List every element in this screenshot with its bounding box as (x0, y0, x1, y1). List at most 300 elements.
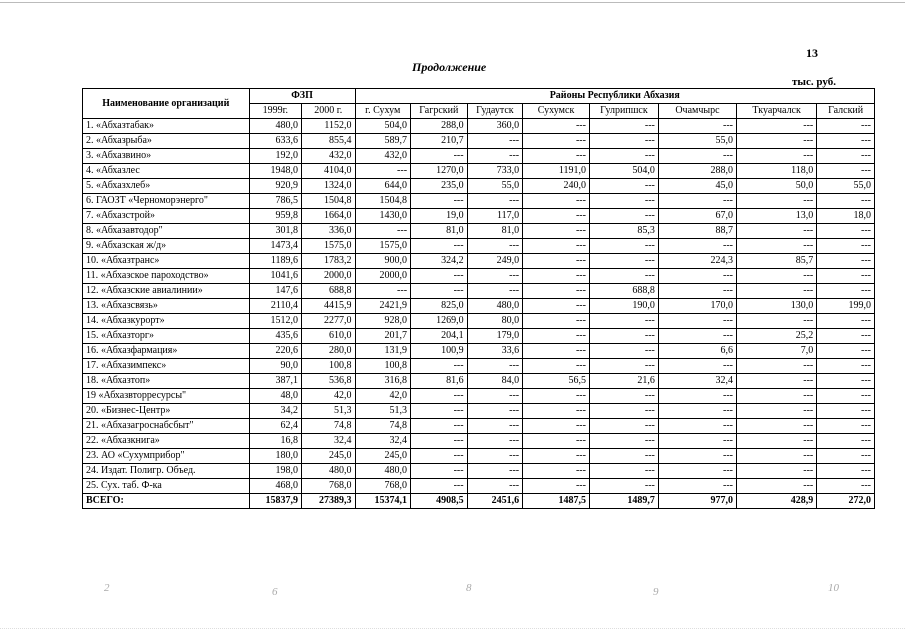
district-value-cell: --- (817, 239, 875, 254)
table-row (83, 479, 875, 494)
district-value-cell: 55,0 (658, 134, 736, 149)
district-header: Гудаутск (467, 104, 523, 119)
org-name-cell: 3. «Абхазвино» (83, 149, 250, 164)
district-value-cell: --- (658, 419, 736, 434)
district-value-cell: --- (658, 269, 736, 284)
district-value-cell: --- (737, 269, 817, 284)
district-value-cell: --- (817, 479, 875, 494)
district-header: Гагрский (411, 104, 468, 119)
district-value-cell: --- (523, 269, 590, 284)
fzp-1999-cell: 192,0 (249, 149, 301, 164)
district-header: Очамчырс (658, 104, 736, 119)
district-value-cell: --- (411, 404, 468, 419)
table-row (83, 269, 875, 284)
district-value-cell: 1575,0 (355, 239, 411, 254)
district-value-cell: --- (658, 119, 736, 134)
district-value-cell: --- (737, 314, 817, 329)
district-value-cell: --- (523, 434, 590, 449)
fzp-1999-cell: 16,8 (249, 434, 301, 449)
org-name-cell: 6. ГАОЗТ «Черноморэнерго" (83, 194, 250, 209)
table-row (83, 239, 875, 254)
district-value-cell: 1191,0 (523, 164, 590, 179)
district-value-cell: 768,0 (355, 479, 411, 494)
district-value-cell: 900,0 (355, 254, 411, 269)
district-value-cell: 84,0 (467, 374, 523, 389)
district-value-cell: --- (589, 434, 658, 449)
fzp-1999-cell: 1473,4 (249, 239, 301, 254)
district-value-cell: --- (658, 149, 736, 164)
district-value-cell: --- (817, 254, 875, 269)
total-row (83, 494, 875, 509)
org-name-cell: 19 «Абхазвторресурсы" (83, 389, 250, 404)
district-value-cell: --- (467, 359, 523, 374)
header-row-main (83, 89, 875, 104)
district-value-cell: 316,8 (355, 374, 411, 389)
district-value-cell: --- (658, 284, 736, 299)
district-value-cell: 45,0 (658, 179, 736, 194)
district-value-cell: --- (589, 359, 658, 374)
fzp-2000-cell: 336,0 (302, 224, 355, 239)
district-value-cell: --- (523, 314, 590, 329)
org-name-cell: 4. «Абхазлес (83, 164, 250, 179)
district-value-cell: --- (658, 479, 736, 494)
top-edge-line (0, 2, 905, 3)
district-value-cell: --- (467, 149, 523, 164)
org-column-header: Наименование организаций (83, 89, 250, 119)
fzp-1999-cell: 633,6 (249, 134, 301, 149)
district-value-cell: --- (817, 359, 875, 374)
district-value-cell: --- (467, 434, 523, 449)
table-row (83, 359, 875, 374)
district-value-cell: --- (523, 284, 590, 299)
district-value-cell: --- (817, 119, 875, 134)
table-row (83, 284, 875, 299)
district-value-cell: --- (817, 374, 875, 389)
district-value-cell: 204,1 (411, 329, 468, 344)
district-value-cell: --- (658, 434, 736, 449)
table-row (83, 344, 875, 359)
table-row (83, 164, 875, 179)
district-value-cell: --- (817, 449, 875, 464)
district-value-cell: --- (737, 284, 817, 299)
table-row (83, 329, 875, 344)
org-name-cell: 7. «Абхазстрой» (83, 209, 250, 224)
district-value-cell: 504,0 (589, 164, 658, 179)
district-value-cell: --- (523, 224, 590, 239)
district-value-cell: --- (658, 464, 736, 479)
district-value-cell: --- (737, 479, 817, 494)
org-name-cell: ВСЕГО: (83, 494, 250, 509)
district-value-cell: 1487,5 (523, 494, 590, 509)
district-value-cell: --- (523, 389, 590, 404)
fzp-1999-cell: 62,4 (249, 419, 301, 434)
district-value-cell: 288,0 (411, 119, 468, 134)
pencil-mark: 6 (272, 586, 278, 598)
fzp-1999-cell: 959,8 (249, 209, 301, 224)
district-value-cell: --- (737, 464, 817, 479)
district-value-cell: --- (523, 419, 590, 434)
fzp-2000-cell: 688,8 (302, 284, 355, 299)
org-name-cell: 20. «Бизнес-Центр» (83, 404, 250, 419)
district-value-cell: --- (523, 479, 590, 494)
fzp-1999-cell: 1512,0 (249, 314, 301, 329)
district-value-cell: 272,0 (817, 494, 875, 509)
district-value-cell: 50,0 (737, 179, 817, 194)
fzp-1999-cell: 2110,4 (249, 299, 301, 314)
district-value-cell: --- (658, 404, 736, 419)
table-row (83, 419, 875, 434)
district-value-cell: 4908,5 (411, 494, 468, 509)
district-value-cell: --- (658, 329, 736, 344)
district-value-cell: 130,0 (737, 299, 817, 314)
district-value-cell: 18,0 (817, 209, 875, 224)
fzp-2000-cell: 100,8 (302, 359, 355, 374)
fzp-2000-cell: 610,0 (302, 329, 355, 344)
fzp-2000-cell: 1152,0 (302, 119, 355, 134)
district-value-cell: 100,9 (411, 344, 468, 359)
district-value-cell: 118,0 (737, 164, 817, 179)
fzp-1999-cell: 90,0 (249, 359, 301, 374)
fzp-2000-cell: 536,8 (302, 374, 355, 389)
district-value-cell: --- (411, 434, 468, 449)
district-value-cell: 117,0 (467, 209, 523, 224)
district-value-cell: --- (411, 389, 468, 404)
district-value-cell: --- (411, 359, 468, 374)
district-value-cell: 249,0 (467, 254, 523, 269)
org-name-cell: 25. Сух. таб. Ф-ка (83, 479, 250, 494)
district-value-cell: --- (411, 284, 468, 299)
fzp-2000-cell: 768,0 (302, 479, 355, 494)
district-value-cell: 6,6 (658, 344, 736, 359)
district-value-cell: --- (817, 284, 875, 299)
table-row (83, 119, 875, 134)
units-label: тыс. руб. (792, 76, 836, 88)
district-value-cell: 1430,0 (355, 209, 411, 224)
district-value-cell: 928,0 (355, 314, 411, 329)
table-row (83, 389, 875, 404)
district-value-cell: 235,0 (411, 179, 468, 194)
district-value-cell: --- (589, 149, 658, 164)
district-value-cell: --- (817, 389, 875, 404)
district-value-cell: --- (467, 239, 523, 254)
fzp-1999-cell: 1189,6 (249, 254, 301, 269)
district-value-cell: --- (467, 464, 523, 479)
district-value-cell: --- (737, 134, 817, 149)
table-row (83, 464, 875, 479)
regions-header: Районы Республики Абхазия (355, 89, 875, 104)
district-value-cell: 825,0 (411, 299, 468, 314)
org-name-cell: 11. «Абхазское пароходство» (83, 269, 250, 284)
district-value-cell: --- (467, 134, 523, 149)
fzp-1999-cell: 387,1 (249, 374, 301, 389)
org-name-cell: 8. «Абхазавтодор" (83, 224, 250, 239)
district-value-cell: 504,0 (355, 119, 411, 134)
org-name-cell: 21. «Абхазагроснабсбыт" (83, 419, 250, 434)
district-value-cell: --- (467, 389, 523, 404)
district-value-cell: --- (589, 419, 658, 434)
pencil-mark: 10 (828, 582, 839, 594)
fzp-1999-cell: 34,2 (249, 404, 301, 419)
district-header: г. Сухум (355, 104, 411, 119)
district-value-cell: --- (737, 419, 817, 434)
table-row (83, 374, 875, 389)
district-value-cell: --- (589, 179, 658, 194)
district-header: Гулрипшск (589, 104, 658, 119)
table-row (83, 434, 875, 449)
district-value-cell: --- (589, 464, 658, 479)
district-value-cell: 2421,9 (355, 299, 411, 314)
fzp-1999-cell: 198,0 (249, 464, 301, 479)
org-name-cell: 24. Издат. Полигр. Объед. (83, 464, 250, 479)
district-value-cell: --- (737, 239, 817, 254)
district-value-cell: --- (589, 344, 658, 359)
fzp-2000-cell: 51,3 (302, 404, 355, 419)
district-value-cell: --- (523, 299, 590, 314)
district-value-cell: --- (658, 239, 736, 254)
district-value-cell: --- (658, 389, 736, 404)
district-value-cell: 131,9 (355, 344, 411, 359)
fzp-table (82, 88, 875, 509)
fzp-2000-cell: 432,0 (302, 149, 355, 164)
district-value-cell: --- (523, 209, 590, 224)
district-value-cell: --- (589, 134, 658, 149)
org-name-cell: 10. «Абхазтранс» (83, 254, 250, 269)
district-value-cell: 1489,7 (589, 494, 658, 509)
fzp-1999-cell: 48,0 (249, 389, 301, 404)
district-value-cell: --- (817, 314, 875, 329)
district-value-cell: 51,3 (355, 404, 411, 419)
district-value-cell: --- (589, 479, 658, 494)
district-value-cell: 85,7 (737, 254, 817, 269)
district-value-cell: 32,4 (355, 434, 411, 449)
district-value-cell: 190,0 (589, 299, 658, 314)
fzp-2000-cell: 855,4 (302, 134, 355, 149)
district-value-cell: --- (589, 209, 658, 224)
district-value-cell: 1504,8 (355, 194, 411, 209)
district-value-cell: --- (523, 194, 590, 209)
district-value-cell: --- (523, 344, 590, 359)
org-name-cell: 12. «Абхазские авиалинии» (83, 284, 250, 299)
fzp-1999-cell: 435,6 (249, 329, 301, 344)
district-value-cell: 81,6 (411, 374, 468, 389)
district-value-cell: --- (737, 449, 817, 464)
table-row (83, 209, 875, 224)
district-value-cell: --- (523, 449, 590, 464)
district-value-cell: 1269,0 (411, 314, 468, 329)
district-value-cell: --- (817, 134, 875, 149)
district-value-cell: --- (817, 224, 875, 239)
fzp-2000-cell: 42,0 (302, 389, 355, 404)
org-name-cell: 2. «Абхазрыба» (83, 134, 250, 149)
table-row (83, 404, 875, 419)
district-value-cell: 432,0 (355, 149, 411, 164)
org-name-cell: 17. «Абхазимпекс» (83, 359, 250, 374)
district-value-cell: --- (523, 149, 590, 164)
fzp-header: ФЗП (249, 89, 355, 104)
district-header: Галский (817, 104, 875, 119)
fzp-1999-cell: 15837,9 (249, 494, 301, 509)
fzp-2000-cell: 74,8 (302, 419, 355, 434)
district-value-cell: --- (467, 479, 523, 494)
district-value-cell: --- (523, 329, 590, 344)
table-row (83, 179, 875, 194)
district-value-cell: 1270,0 (411, 164, 468, 179)
org-name-cell: 16. «Абхазфармация» (83, 344, 250, 359)
district-value-cell: --- (411, 464, 468, 479)
table-row (83, 254, 875, 269)
district-value-cell: --- (589, 389, 658, 404)
district-value-cell: 7,0 (737, 344, 817, 359)
district-value-cell: --- (589, 119, 658, 134)
district-value-cell: 324,2 (411, 254, 468, 269)
district-value-cell: 179,0 (467, 329, 523, 344)
district-value-cell: 19,0 (411, 209, 468, 224)
district-value-cell: --- (737, 389, 817, 404)
district-value-cell: --- (737, 194, 817, 209)
org-name-cell: 5. «Абхазхлеб» (83, 179, 250, 194)
district-value-cell: --- (589, 329, 658, 344)
district-value-cell: --- (411, 449, 468, 464)
fzp-2000-cell: 1664,0 (302, 209, 355, 224)
district-value-cell: 644,0 (355, 179, 411, 194)
district-value-cell: --- (589, 269, 658, 284)
fzp-2000-cell: 480,0 (302, 464, 355, 479)
district-value-cell: --- (658, 314, 736, 329)
district-value-cell: 85,3 (589, 224, 658, 239)
district-value-cell: --- (817, 419, 875, 434)
continuation-title: Продолжение (412, 60, 487, 74)
district-value-cell: 199,0 (817, 299, 875, 314)
district-value-cell: --- (467, 194, 523, 209)
district-value-cell: --- (523, 254, 590, 269)
fzp-1999-cell: 147,6 (249, 284, 301, 299)
org-name-cell: 15. «Абхазторг» (83, 329, 250, 344)
district-value-cell: 56,5 (523, 374, 590, 389)
fzp-2000-cell: 280,0 (302, 344, 355, 359)
district-header: Ткуарчалск (737, 104, 817, 119)
district-value-cell: --- (411, 269, 468, 284)
district-value-cell: 80,0 (467, 314, 523, 329)
district-value-cell: --- (817, 344, 875, 359)
district-value-cell: 88,7 (658, 224, 736, 239)
district-value-cell: 55,0 (817, 179, 875, 194)
district-value-cell: --- (737, 359, 817, 374)
district-value-cell: --- (737, 374, 817, 389)
district-value-cell: --- (523, 239, 590, 254)
district-value-cell: --- (411, 149, 468, 164)
fzp-2000-cell: 27389,3 (302, 494, 355, 509)
district-value-cell: --- (411, 239, 468, 254)
district-value-cell: --- (467, 284, 523, 299)
fzp-1999-cell: 786,5 (249, 194, 301, 209)
fzp-2000-cell: 1504,8 (302, 194, 355, 209)
district-value-cell: --- (817, 164, 875, 179)
district-value-cell: --- (589, 314, 658, 329)
district-value-cell: --- (467, 449, 523, 464)
table-row (83, 314, 875, 329)
fzp-1999-cell: 301,8 (249, 224, 301, 239)
district-value-cell: --- (523, 404, 590, 419)
district-value-cell: 288,0 (658, 164, 736, 179)
fzp-2000-cell: 1324,0 (302, 179, 355, 194)
org-name-cell: 13. «Абхазсвязь» (83, 299, 250, 314)
district-value-cell: 21,6 (589, 374, 658, 389)
table-row (83, 134, 875, 149)
district-value-cell: --- (411, 419, 468, 434)
district-value-cell: --- (589, 404, 658, 419)
district-value-cell: 2000,0 (355, 269, 411, 284)
district-value-cell: --- (589, 254, 658, 269)
district-value-cell: --- (589, 194, 658, 209)
fzp-1999-cell: 480,0 (249, 119, 301, 134)
district-value-cell: --- (817, 464, 875, 479)
district-value-cell: 210,7 (411, 134, 468, 149)
district-header: Сухумск (523, 104, 590, 119)
district-value-cell: --- (411, 479, 468, 494)
district-value-cell: 245,0 (355, 449, 411, 464)
district-value-cell: --- (411, 194, 468, 209)
district-value-cell: --- (523, 134, 590, 149)
district-value-cell: --- (737, 149, 817, 164)
district-value-cell: --- (523, 464, 590, 479)
page-number: 13 (806, 46, 818, 60)
district-value-cell: --- (589, 239, 658, 254)
district-value-cell: 733,0 (467, 164, 523, 179)
district-value-cell: --- (523, 359, 590, 374)
org-name-cell: 23. АО «Сухумприбор" (83, 449, 250, 464)
district-value-cell: 201,7 (355, 329, 411, 344)
district-value-cell: --- (737, 404, 817, 419)
pencil-mark: 2 (104, 582, 110, 594)
org-name-cell: 9. «Абхазская ж/д» (83, 239, 250, 254)
district-value-cell: 977,0 (658, 494, 736, 509)
table-row (83, 194, 875, 209)
bottom-edge (0, 628, 905, 629)
fzp-2000-cell: 2277,0 (302, 314, 355, 329)
district-value-cell: --- (658, 449, 736, 464)
district-value-cell: --- (523, 119, 590, 134)
fzp-2000-cell: 1575,0 (302, 239, 355, 254)
district-value-cell: 81,0 (467, 224, 523, 239)
district-value-cell: 74,8 (355, 419, 411, 434)
district-value-cell: --- (658, 359, 736, 374)
district-value-cell: 480,0 (355, 464, 411, 479)
district-value-cell: 360,0 (467, 119, 523, 134)
district-value-cell: --- (817, 149, 875, 164)
year-header: 2000 г. (302, 104, 355, 119)
year-header: 1999г. (249, 104, 301, 119)
district-value-cell: 13,0 (737, 209, 817, 224)
table-row (83, 299, 875, 314)
pencil-mark: 9 (653, 586, 659, 598)
district-value-cell: 688,8 (589, 284, 658, 299)
district-value-cell: 81,0 (411, 224, 468, 239)
district-value-cell: --- (467, 404, 523, 419)
district-value-cell: --- (658, 194, 736, 209)
district-value-cell: --- (737, 224, 817, 239)
district-value-cell: 224,3 (658, 254, 736, 269)
district-value-cell: 170,0 (658, 299, 736, 314)
district-value-cell: --- (817, 194, 875, 209)
district-value-cell: --- (589, 449, 658, 464)
fzp-1999-cell: 920,9 (249, 179, 301, 194)
district-value-cell: 100,8 (355, 359, 411, 374)
org-name-cell: 1. «Абхазтабак» (83, 119, 250, 134)
district-value-cell: 15374,1 (355, 494, 411, 509)
district-value-cell: 33,6 (467, 344, 523, 359)
org-name-cell: 22. «Абхазкнига» (83, 434, 250, 449)
district-value-cell: 55,0 (467, 179, 523, 194)
